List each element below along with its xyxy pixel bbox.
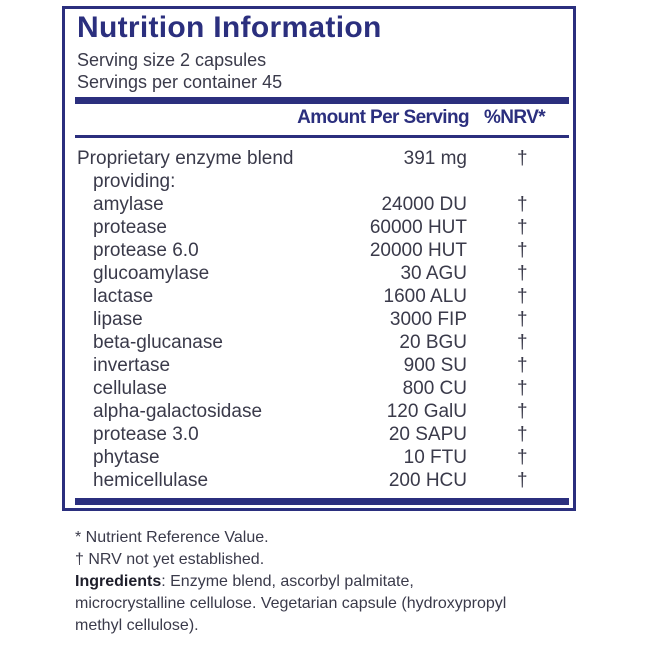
ingredients-label: Ingredients: [75, 573, 162, 590]
nutrient-nrv: †: [517, 401, 528, 422]
bottom-divider: [75, 498, 569, 505]
nutrient-nrv: †: [517, 217, 528, 238]
nrv-definition-note: * Nutrient Reference Value.: [75, 529, 269, 546]
nutrient-name: invertase: [93, 355, 171, 376]
nutrient-name: providing:: [93, 171, 176, 192]
nutrient-row: [65, 240, 573, 263]
nutrient-amount: 20 BGU: [399, 332, 467, 353]
nrv-header: %NRV*: [484, 107, 546, 128]
nutrient-amount: 1600 ALU: [383, 286, 467, 307]
footnotes: [75, 527, 595, 637]
nutrient-name: protease: [93, 217, 167, 238]
header-divider: [75, 135, 569, 138]
nutrient-nrv: †: [517, 424, 528, 445]
nutrient-row: [65, 470, 573, 493]
nutrient-amount: 20000 HUT: [369, 240, 467, 261]
nutrient-row: [65, 263, 573, 286]
nutrient-nrv: †: [517, 286, 528, 307]
nutrient-amount: 3000 FIP: [389, 309, 467, 330]
nutrient-nrv: †: [517, 194, 528, 215]
nutrient-name: beta-glucanase: [93, 332, 223, 353]
nutrient-amount: 900 SU: [403, 355, 467, 376]
amount-per-serving-header: Amount Per Serving: [297, 107, 469, 128]
nutrient-nrv: †: [517, 378, 528, 399]
nutrient-row: [65, 424, 573, 447]
ingredients-line-2: microcrystalline cellulose. Vegetarian capsule (hydroxypropyl: [75, 595, 507, 612]
nutrient-nrv: †: [517, 148, 528, 169]
nutrient-row: [65, 148, 573, 171]
nutrient-amount: 391 mg: [403, 148, 467, 169]
nutrient-row: [65, 447, 573, 470]
nrv-not-established-note: † NRV not yet established.: [75, 551, 265, 568]
nutrient-name: alpha-galactosidase: [93, 401, 263, 422]
nutrient-nrv: †: [517, 263, 528, 284]
nutrient-name: cellulase: [93, 378, 167, 399]
nutrient-row: [65, 217, 573, 240]
nutrient-amount: 60000 HUT: [369, 217, 467, 238]
nutrient-nrv: †: [517, 332, 528, 353]
nutrient-row: [65, 194, 573, 217]
nutrient-name: protease 3.0: [93, 424, 199, 445]
ingredients-line-1: [75, 571, 595, 593]
nutrient-name: phytase: [93, 447, 160, 468]
nutrient-amount: 120 GalU: [386, 401, 467, 422]
nutrient-amount: 200 HCU: [388, 470, 467, 491]
nutrient-row: [65, 309, 573, 332]
nutrient-name: amylase: [93, 194, 164, 215]
nutrient-nrv: †: [517, 355, 528, 376]
nutrient-amount: 24000 DU: [381, 194, 467, 215]
nutrient-amount: 10 FTU: [403, 447, 467, 468]
nutrient-nrv: †: [517, 470, 528, 491]
nutrient-amount: 30 AGU: [400, 263, 467, 284]
panel-title: Nutrition Information: [77, 11, 382, 44]
nutrient-amount: 800 CU: [402, 378, 467, 399]
nutrient-nrv: †: [517, 447, 528, 468]
nutrient-row: [65, 378, 573, 401]
nutrient-name: lactase: [93, 286, 154, 307]
ingredients-text-1: : Enzyme blend, ascorbyl palmitate,: [161, 573, 414, 590]
nutrient-row: [65, 286, 573, 309]
nutrient-row: [65, 332, 573, 355]
serving-size: Serving size 2 capsules: [77, 50, 267, 70]
nutrient-name: Proprietary enzyme blend: [77, 148, 294, 169]
nutrition-panel: [62, 6, 576, 511]
nutrient-name: glucoamylase: [93, 263, 210, 284]
nutrient-amount: 20 SAPU: [388, 424, 467, 445]
nutrient-nrv: †: [517, 309, 528, 330]
top-divider: [75, 97, 569, 104]
nutrient-nrv: †: [517, 240, 528, 261]
ingredients-line-3: methyl cellulose).: [75, 617, 199, 634]
nutrient-name: lipase: [93, 309, 143, 330]
nutrient-name: hemicellulase: [93, 470, 209, 491]
nutrient-row: [65, 355, 573, 378]
servings-per-container: Servings per container 45: [77, 72, 283, 92]
nutrient-row: [65, 401, 573, 424]
nutrient-name: protease 6.0: [93, 240, 199, 261]
nutrient-row: [65, 171, 573, 194]
